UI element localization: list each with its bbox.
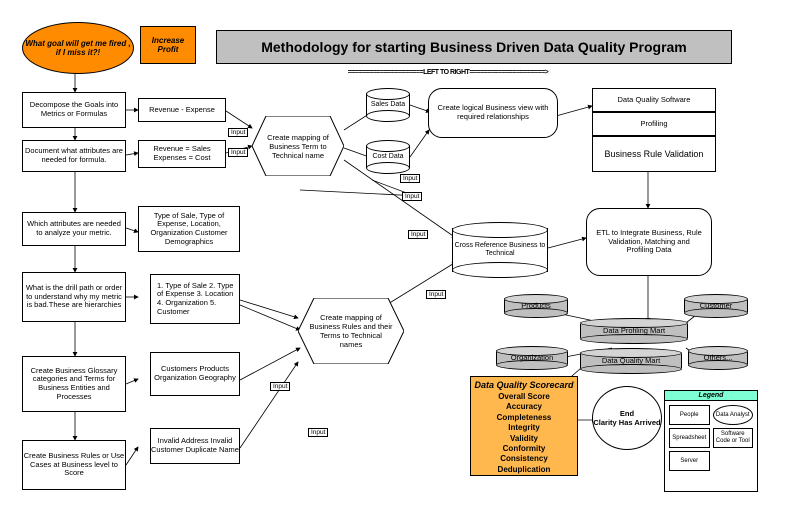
left-to-right-band	[258, 66, 638, 78]
business-rule-validation[interactable]	[592, 136, 716, 172]
mart-others-label: Others...	[703, 352, 733, 362]
end-node[interactable]	[592, 386, 662, 450]
etl-integrate[interactable]	[586, 208, 712, 276]
data-quality-scorecard[interactable]	[470, 376, 578, 476]
edge-label-input-4: Input	[402, 192, 422, 201]
profiling-label: Profiling	[640, 118, 668, 128]
edge-label-input-6: Input	[426, 290, 446, 299]
cylinder-cost-data[interactable]	[366, 140, 410, 174]
col2-attributes[interactable]	[138, 206, 240, 252]
hex-mapping-business-term[interactable]	[252, 116, 344, 176]
mart-customer-label: Customer	[699, 300, 733, 310]
col2-glossary-terms-label: Customers Products Organization Geography	[154, 364, 236, 382]
left-step-5[interactable]	[22, 356, 126, 412]
cylinder-cross-reference[interactable]	[452, 222, 548, 278]
mart-customer[interactable]	[684, 294, 748, 318]
scorecard-header: Data Quality Scorecard	[474, 380, 574, 390]
cylinder-sales-data-label: Sales Data	[370, 100, 406, 108]
scorecard-items: Overall Score Accuracy Completeness Integrity Validity Conformity Consistency Deduplication	[496, 392, 552, 474]
end-sublabel: Clarity Has Arrived	[593, 418, 661, 427]
legend	[664, 390, 758, 492]
edge-label-input-5: Input	[408, 230, 428, 239]
mart-products[interactable]	[504, 294, 568, 318]
hex-mapping-business-rules[interactable]	[298, 298, 404, 364]
edge-label-input-2: Input	[228, 148, 248, 157]
col2-revenue-expense[interactable]	[138, 98, 226, 122]
profiling[interactable]	[592, 112, 716, 136]
mart-others[interactable]	[688, 346, 748, 370]
left-step-5-label: Create Business Glossary categories and Terms for Business Entities and Processes	[30, 365, 118, 401]
col2-attributes-label: Type of Sale, Type of Expense, Location, Organization Customer Demographics	[150, 210, 228, 246]
legend-item-server: Server	[669, 451, 710, 471]
logical-business-view-label: Create logical Business view with required relationships	[437, 103, 549, 121]
col2-revenue-sales[interactable]	[138, 140, 226, 168]
edge-label-input-7: Input	[270, 382, 290, 391]
left-step-2[interactable]	[22, 140, 126, 172]
legend-item-data-analyst: Data Analyst	[713, 405, 754, 425]
edge-label-input-3: Input	[400, 174, 420, 183]
etl-integrate-label: ETL to Integrate Business, Rule Validation, Matching and Profiling Data	[596, 228, 702, 255]
mart-products-label: Products	[521, 300, 551, 310]
col2-glossary-terms[interactable]	[150, 352, 240, 396]
mart-organization[interactable]	[496, 346, 568, 370]
legend-item-spreadsheet: Spreadsheet	[669, 428, 710, 448]
increase-profit-box[interactable]	[140, 26, 196, 64]
mart-organization-label: Organization	[510, 352, 554, 362]
data-quality-software[interactable]	[592, 88, 716, 112]
legend-item-software: Software Code or Tool	[713, 428, 754, 448]
legend-grid	[665, 401, 757, 475]
col2-hierarchy-label: 1. Type of Sale 2. Type of Expense 3. Location 4. Organization 5. Customer	[157, 280, 234, 316]
col2-revenue-expense-label: Revenue - Expense	[149, 104, 215, 114]
left-step-4[interactable]	[22, 272, 126, 322]
increase-profit-text: Increase Profit	[151, 36, 185, 54]
data-profiling-mart-label: Data Profiling Mart	[602, 325, 666, 335]
edge-label-input-1: Input	[228, 128, 248, 137]
page-title	[216, 30, 732, 64]
legend-item-people: People	[669, 405, 710, 425]
logical-business-view[interactable]	[428, 88, 558, 138]
cylinder-cost-data-label: Cost Data	[372, 152, 404, 160]
goal-ellipse[interactable]	[22, 22, 134, 74]
left-step-6[interactable]	[22, 440, 126, 490]
col2-business-rules-label: Invalid Address Invalid Customer Duplicate Name	[151, 436, 239, 454]
left-to-right-text: =====================LEFT TO RIGHT=====================>	[347, 68, 549, 76]
edge-label-input-8: Input	[308, 428, 328, 437]
left-step-4-label: What is the drill path or order to understand why my metric is bad.These are hierarchies	[25, 283, 123, 310]
left-step-3-label: Which attributes are needed to analyze your metric.	[27, 219, 121, 237]
col2-revenue-sales-label: Revenue = Sales Expenses = Cost	[153, 144, 211, 162]
hex-mapping-business-rules-label: Create mapping of Business Rules and their Terms to Technical names	[309, 313, 393, 349]
hex-mapping-business-term-label: Create mapping of Business Term to Technical name	[267, 132, 329, 160]
cylinder-cross-reference-label: Cross Reference Business to Technical	[454, 241, 546, 257]
data-quality-mart-label: Data Quality Mart	[601, 355, 661, 365]
left-step-1[interactable]	[22, 92, 126, 128]
goal-text: What goal will get me fired , if I miss it?!	[25, 39, 131, 57]
data-quality-software-label: Data Quality Software	[617, 94, 691, 104]
col2-business-rules[interactable]	[150, 428, 240, 464]
data-quality-mart[interactable]	[580, 348, 682, 374]
end-label: End	[619, 409, 635, 418]
col2-hierarchy[interactable]	[150, 274, 240, 324]
data-profiling-mart[interactable]	[580, 318, 688, 344]
left-step-6-label: Create Business Rules or Use Cases at Business level to Score	[23, 451, 125, 478]
cylinder-sales-data[interactable]	[366, 88, 410, 122]
legend-header: Legend	[665, 391, 757, 401]
left-step-2-label: Document what attributes are needed for formula.	[25, 146, 123, 164]
page-title-text: Methodology for starting Business Driven Data Quality Program	[261, 39, 687, 55]
left-step-3[interactable]	[22, 212, 126, 246]
left-step-1-label: Decompose the Goals into Metrics or Formulas	[29, 100, 119, 118]
business-rule-validation-label: Business Rule Validation	[604, 148, 704, 159]
